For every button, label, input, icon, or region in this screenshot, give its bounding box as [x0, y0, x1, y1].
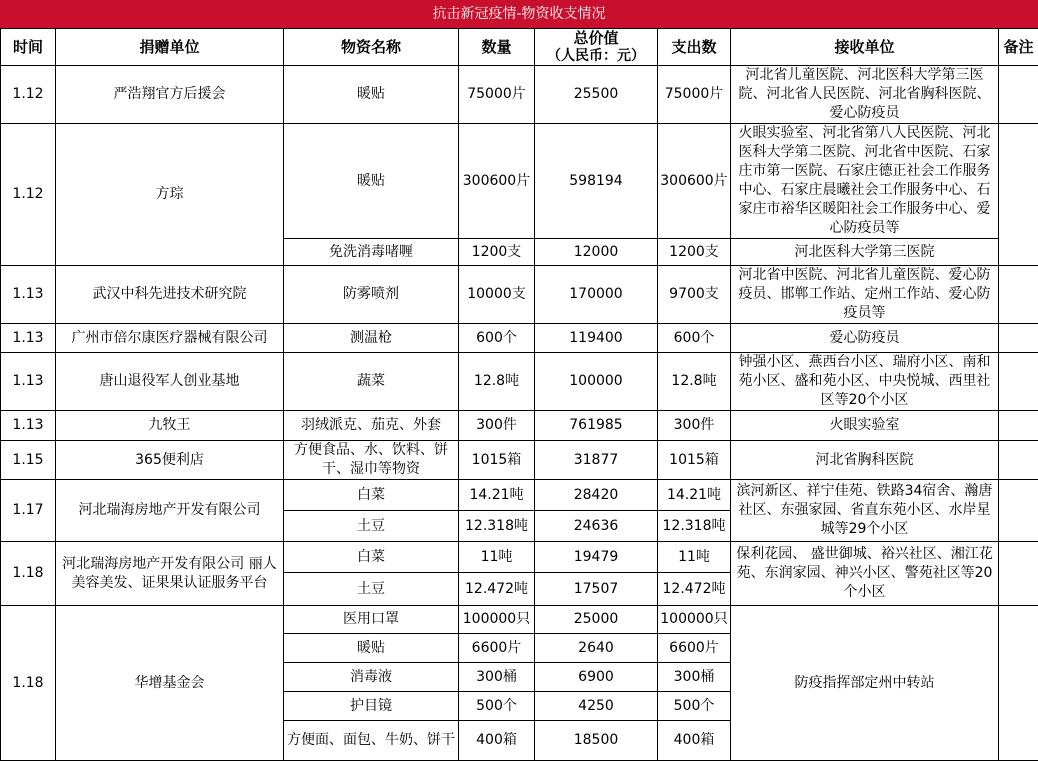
cell-item[interactable]: 医用口罩 [284, 606, 459, 634]
cell-recipient[interactable]: 滨河新区、祥宁佳苑、铁路34宿舍、瀚唐社区、东强家园、省直东苑小区、水岸星城等29个小区 [731, 480, 999, 542]
cell-outflow[interactable]: 300件 [658, 411, 731, 441]
cell-remark[interactable] [999, 266, 1038, 324]
header-recipient[interactable]: 接收单位 [731, 29, 999, 66]
header-value-line2: （人民币：元） [537, 47, 655, 65]
cell-value[interactable]: 12000 [535, 239, 658, 266]
cell-item[interactable]: 消毒液 [284, 663, 459, 692]
cell-remark[interactable] [999, 606, 1038, 761]
cell-quantity[interactable]: 12.472吨 [459, 573, 535, 606]
cell-quantity[interactable]: 500个 [459, 692, 535, 721]
cell-donor[interactable]: 严浩翔官方后援会 [56, 66, 284, 124]
cell-date[interactable]: 1.12 [1, 66, 56, 124]
cell-quantity[interactable]: 600个 [459, 324, 535, 353]
cell-donor[interactable]: 九牧王 [56, 411, 284, 441]
cell-remark[interactable] [999, 353, 1038, 411]
table-row [1, 606, 1038, 634]
cell-item[interactable]: 土豆 [284, 511, 459, 542]
cell-remark[interactable] [999, 542, 1038, 606]
cell-date[interactable]: 1.13 [1, 353, 56, 411]
cell-quantity[interactable]: 300桶 [459, 663, 535, 692]
table-row [1, 411, 1038, 441]
cell-remark[interactable] [999, 480, 1038, 542]
header-quantity[interactable]: 数量 [459, 29, 535, 66]
cell-date[interactable]: 1.15 [1, 441, 56, 480]
cell-item[interactable]: 方便食品、水、饮料、饼干、湿巾等物资 [284, 441, 459, 480]
table-row [1, 353, 1038, 411]
cell-quantity[interactable]: 11吨 [459, 542, 535, 573]
cell-date[interactable]: 1.18 [1, 542, 56, 606]
cell-quantity[interactable]: 6600片 [459, 634, 535, 663]
cell-outflow[interactable]: 12.8吨 [658, 353, 731, 411]
cell-quantity[interactable]: 300600片 [459, 124, 535, 239]
header-remark[interactable]: 备注 [999, 29, 1038, 66]
cell-value[interactable]: 25500 [535, 66, 658, 124]
table-row [1, 324, 1038, 353]
supplies-table [0, 28, 1038, 761]
cell-quantity[interactable]: 1200支 [459, 239, 535, 266]
cell-recipient[interactable]: 河北省中医院、河北省儿童医院、爱心防疫员、邯郸工作站、定州工作站、爱心防疫员等 [731, 266, 999, 324]
cell-recipient[interactable]: 河北医科大学第三医院 [731, 239, 999, 266]
cell-outflow[interactable]: 100000只 [658, 606, 731, 634]
cell-date[interactable]: 1.13 [1, 411, 56, 441]
cell-recipient[interactable]: 钟强小区、燕西台小区、瑞府小区、南和苑小区、盛和苑小区、中央悦城、西里社区等20个小区 [731, 353, 999, 411]
cell-value[interactable]: 100000 [535, 353, 658, 411]
header-value[interactable] [535, 29, 658, 66]
cell-outflow[interactable]: 6600片 [658, 634, 731, 663]
table-row [1, 66, 1038, 124]
cell-quantity[interactable]: 300件 [459, 411, 535, 441]
cell-recipient[interactable]: 火眼实验室、河北省第八人民医院、河北医科大学第二医院、河北省中医院、石家庄市第一医院、石家庄德正社会工作服务中心、石家庄晨曦社会工作服务中心、石家庄市裕华区暖阳社会工作服务中心、爱心防疫员等 [731, 124, 999, 239]
cell-remark[interactable] [999, 411, 1038, 441]
header-value-line1: 总价值 [537, 29, 655, 47]
cell-quantity[interactable]: 75000片 [459, 66, 535, 124]
cell-recipient[interactable]: 防疫指挥部定州中转站 [731, 606, 999, 761]
table-row [1, 542, 1038, 573]
cell-remark[interactable] [999, 124, 1038, 266]
cell-item[interactable]: 暖贴 [284, 634, 459, 663]
cell-item[interactable]: 白菜 [284, 480, 459, 511]
cell-quantity[interactable]: 400箱 [459, 721, 535, 761]
table-row [1, 441, 1038, 480]
cell-donor[interactable]: 方琮 [56, 124, 284, 266]
cell-outflow[interactable]: 1200支 [658, 239, 731, 266]
cell-item[interactable]: 免洗消毒啫喱 [284, 239, 459, 266]
cell-outflow[interactable]: 300桶 [658, 663, 731, 692]
cell-quantity[interactable]: 12.318吨 [459, 511, 535, 542]
cell-date[interactable]: 1.13 [1, 324, 56, 353]
cell-donor[interactable]: 河北瑞海房地产开发有限公司 [56, 480, 284, 542]
cell-item[interactable]: 白菜 [284, 542, 459, 573]
cell-value[interactable]: 18500 [535, 721, 658, 761]
cell-recipient[interactable]: 爱心防疫员 [731, 324, 999, 353]
cell-recipient[interactable]: 河北省胸科医院 [731, 441, 999, 480]
cell-value[interactable]: 170000 [535, 266, 658, 324]
cell-quantity[interactable]: 14.21吨 [459, 480, 535, 511]
header-item[interactable]: 物资名称 [284, 29, 459, 66]
cell-outflow[interactable]: 1015箱 [658, 441, 731, 480]
cell-value[interactable]: 4250 [535, 692, 658, 721]
cell-donor[interactable]: 唐山退役军人创业基地 [56, 353, 284, 411]
cell-outflow[interactable]: 12.318吨 [658, 511, 731, 542]
table-row [1, 124, 1038, 239]
cell-value[interactable]: 2640 [535, 634, 658, 663]
cell-quantity[interactable]: 100000只 [459, 606, 535, 634]
header-row [1, 29, 1038, 66]
cell-value[interactable]: 17507 [535, 573, 658, 606]
cell-item[interactable]: 护目镜 [284, 692, 459, 721]
cell-value[interactable]: 761985 [535, 411, 658, 441]
cell-recipient[interactable]: 火眼实验室 [731, 411, 999, 441]
cell-value[interactable]: 6900 [535, 663, 658, 692]
cell-outflow[interactable]: 400箱 [658, 721, 731, 761]
cell-outflow[interactable]: 9700支 [658, 266, 731, 324]
sheet-title: 抗击新冠疫情-物资收支情况 [0, 0, 1038, 28]
table-row [1, 266, 1038, 324]
cell-value[interactable]: 119400 [535, 324, 658, 353]
cell-remark[interactable] [999, 324, 1038, 353]
header-outflow[interactable]: 支出数 [658, 29, 731, 66]
cell-item[interactable]: 防雾喷剂 [284, 266, 459, 324]
cell-value[interactable]: 25000 [535, 606, 658, 634]
cell-item[interactable]: 羽绒派克、茄克、外套 [284, 411, 459, 441]
cell-item[interactable]: 土豆 [284, 573, 459, 606]
cell-outflow[interactable]: 600个 [658, 324, 731, 353]
cell-outflow[interactable]: 11吨 [658, 542, 731, 573]
cell-date[interactable]: 1.18 [1, 606, 56, 761]
cell-outflow[interactable]: 300600片 [658, 124, 731, 239]
cell-quantity[interactable]: 12.8吨 [459, 353, 535, 411]
cell-recipient[interactable]: 河北省儿童医院、河北医科大学第三医院、河北省人民医院、河北省胸科医院、爱心防疫员 [731, 66, 999, 124]
cell-item[interactable]: 蔬菜 [284, 353, 459, 411]
header-date[interactable]: 时间 [1, 29, 56, 66]
cell-outflow[interactable]: 75000片 [658, 66, 731, 124]
cell-item[interactable]: 暖贴 [284, 124, 459, 239]
cell-recipient[interactable]: 保利花园、 盛世御城、裕兴社区、湘江花苑、东润家园、神兴小区、警苑社区等20个小区 [731, 542, 999, 606]
table-row [1, 480, 1038, 511]
cell-quantity[interactable]: 1015箱 [459, 441, 535, 480]
cell-item[interactable]: 暖贴 [284, 66, 459, 124]
cell-donor[interactable]: 广州市倍尔康医疗器械有限公司 [56, 324, 284, 353]
cell-outflow[interactable]: 14.21吨 [658, 480, 731, 511]
cell-outflow[interactable]: 500个 [658, 692, 731, 721]
cell-value[interactable]: 28420 [535, 480, 658, 511]
cell-value[interactable]: 31877 [535, 441, 658, 480]
cell-donor[interactable]: 河北瑞海房地产开发有限公司 丽人美容美发、证果果认证服务平台 [56, 542, 284, 606]
cell-remark[interactable] [999, 66, 1038, 124]
cell-outflow[interactable]: 12.472吨 [658, 573, 731, 606]
cell-value[interactable]: 598194 [535, 124, 658, 239]
cell-donor[interactable]: 武汉中科先进技术研究院 [56, 266, 284, 324]
cell-donor[interactable]: 365便利店 [56, 441, 284, 480]
cell-remark[interactable] [999, 441, 1038, 480]
header-donor[interactable]: 捐赠单位 [56, 29, 284, 66]
cell-item[interactable]: 方便面、面包、牛奶、饼干 [284, 721, 459, 761]
cell-date[interactable]: 1.17 [1, 480, 56, 542]
cell-date[interactable]: 1.13 [1, 266, 56, 324]
cell-item[interactable]: 测温枪 [284, 324, 459, 353]
cell-date[interactable]: 1.12 [1, 124, 56, 266]
cell-donor[interactable]: 华增基金会 [56, 606, 284, 761]
cell-value[interactable]: 24636 [535, 511, 658, 542]
cell-quantity[interactable]: 10000支 [459, 266, 535, 324]
cell-value[interactable]: 19479 [535, 542, 658, 573]
